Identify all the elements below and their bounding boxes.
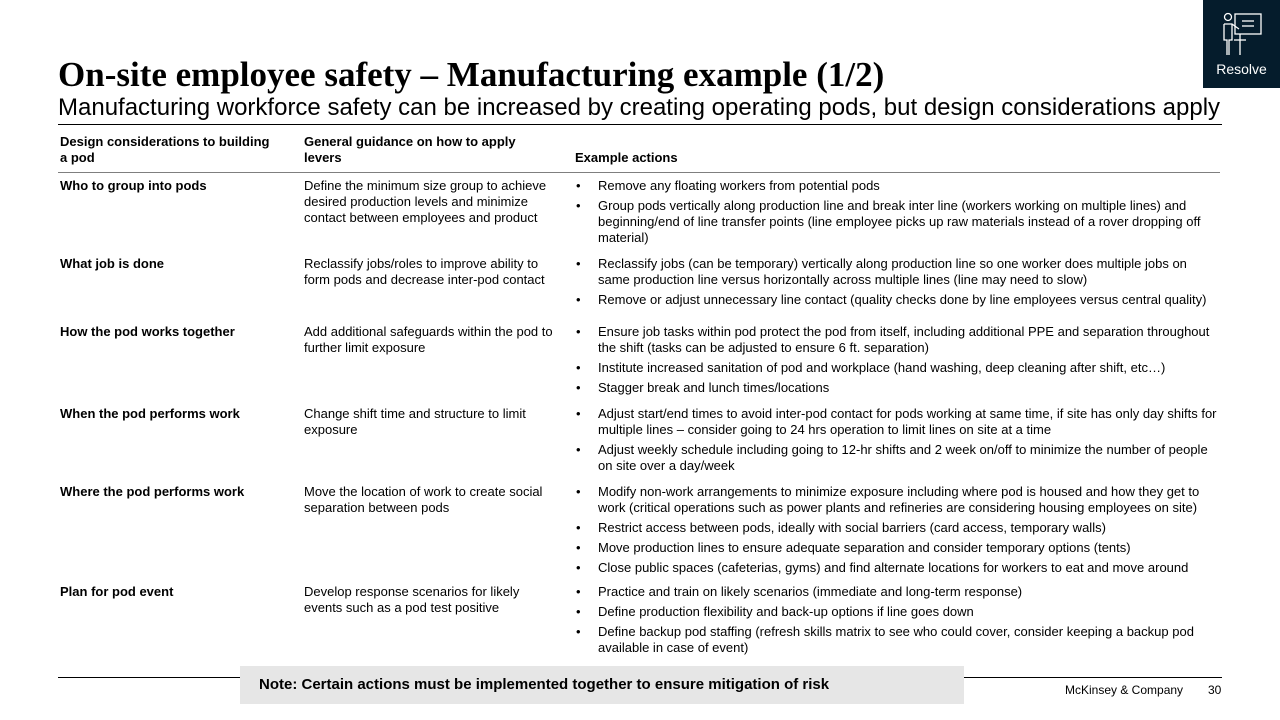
column-header-considerations: Design considerations to building a pod	[60, 134, 270, 165]
page-subtitle: Manufacturing workforce safety can be increased by creating operating pods, but design considerations apply	[58, 94, 1221, 121]
consideration-cell: How the pod works together	[60, 324, 235, 339]
action-item: • Reclassify jobs (can be temporary) vertically along production line so one worker does multiple jobs on same production line versus horizontally across multiple lines (line may need to slow)	[575, 256, 1220, 288]
guidance-cell: Move the location of work to create social separation between pods	[304, 484, 543, 515]
consideration-cell: Plan for pod event	[60, 584, 174, 599]
header-divider	[58, 172, 1220, 173]
actions-list	[575, 178, 1220, 250]
action-item: • Remove any floating workers from potential pods	[575, 178, 1220, 194]
page-title: On-site employee safety – Manufacturing example (1/2)	[58, 55, 885, 94]
action-item: • Define production flexibility and back-up options if line goes down	[575, 604, 1220, 620]
action-item: • Stagger break and lunch times/locations	[575, 380, 1220, 396]
presenter-at-board-icon	[1222, 10, 1264, 56]
actions-list	[575, 584, 1220, 660]
actions-list	[575, 324, 1220, 400]
consideration-cell: Who to group into pods	[60, 178, 207, 193]
resolve-label: Resolve	[1216, 61, 1267, 77]
guidance-cell: Change shift time and structure to limit exposure	[304, 406, 526, 437]
column-header-guidance: General guidance on how to apply levers	[304, 134, 516, 165]
action-item: • Institute increased sanitation of pod and workplace (hand washing, deep cleaning after shift, etc…)	[575, 360, 1220, 376]
page-number: 30	[1208, 683, 1222, 697]
resolve-badge	[1203, 0, 1280, 88]
guidance-cell: Add additional safeguards within the pod to further limit exposure	[304, 324, 553, 355]
guidance-cell: Develop response scenarios for likely events such as a pod test positive	[304, 584, 520, 615]
guidance-cell: Define the minimum size group to achieve desired production levels and minimize contact between employees and product	[304, 178, 547, 225]
action-item: • Restrict access between pods, ideally with social barriers (card access, temporary walls)	[575, 520, 1220, 536]
actions-list	[575, 256, 1220, 312]
action-item: • Modify non-work arrangements to minimize exposure including where pod is housed and how they get to work (critical operations such as power plants and refineries are considering housing employees on site)	[575, 484, 1220, 516]
consideration-cell: When the pod performs work	[60, 406, 240, 421]
footer-brand: McKinsey & Company	[1065, 683, 1184, 697]
action-item: • Adjust start/end times to avoid inter-pod contact for pods working at same time, if site has only day shifts for multiple lines – consider going to 24 hrs operation to limit lines on site at a time	[575, 406, 1220, 438]
actions-list	[575, 406, 1220, 478]
action-item: • Define backup pod staffing (refresh skills matrix to see who could cover, consider keeping a backup pod available in case of event)	[575, 624, 1220, 656]
guidance-cell: Reclassify jobs/roles to improve ability to form pods and decrease inter-pod contact	[304, 256, 545, 287]
consideration-cell: What job is done	[60, 256, 164, 271]
note-box: Note: Certain actions must be implemented together to ensure mitigation of risk	[240, 666, 964, 704]
action-item: • Remove or adjust unnecessary line contact (quality checks done by line employees versus central quality)	[575, 292, 1220, 308]
action-item: • Practice and train on likely scenarios (immediate and long-term response)	[575, 584, 1220, 600]
action-item: • Adjust weekly schedule including going to 12-hr shifts and 2 week on/off to minimize the number of people on site over a day/week	[575, 442, 1220, 474]
column-header-actions: Example actions	[575, 150, 678, 165]
action-item: • Group pods vertically along production line and break inter line (workers working on multiple lines) and beginning/end of line transfer points (line employee picks up raw materials instead of a rover dropping off material)	[575, 198, 1220, 246]
actions-list	[575, 484, 1220, 580]
action-item: • Close public spaces (cafeterias, gyms) and find alternate locations for workers to eat and move around	[575, 560, 1220, 576]
consideration-cell: Where the pod performs work	[60, 484, 245, 499]
action-item: • Ensure job tasks within pod protect the pod from itself, including additional PPE and separation throughout the shift (tasks can be adjusted to ensure 6 ft. separation)	[575, 324, 1220, 356]
title-divider	[58, 124, 1222, 125]
action-item: • Move production lines to ensure adequate separation and consider temporary options (tents)	[575, 540, 1220, 556]
